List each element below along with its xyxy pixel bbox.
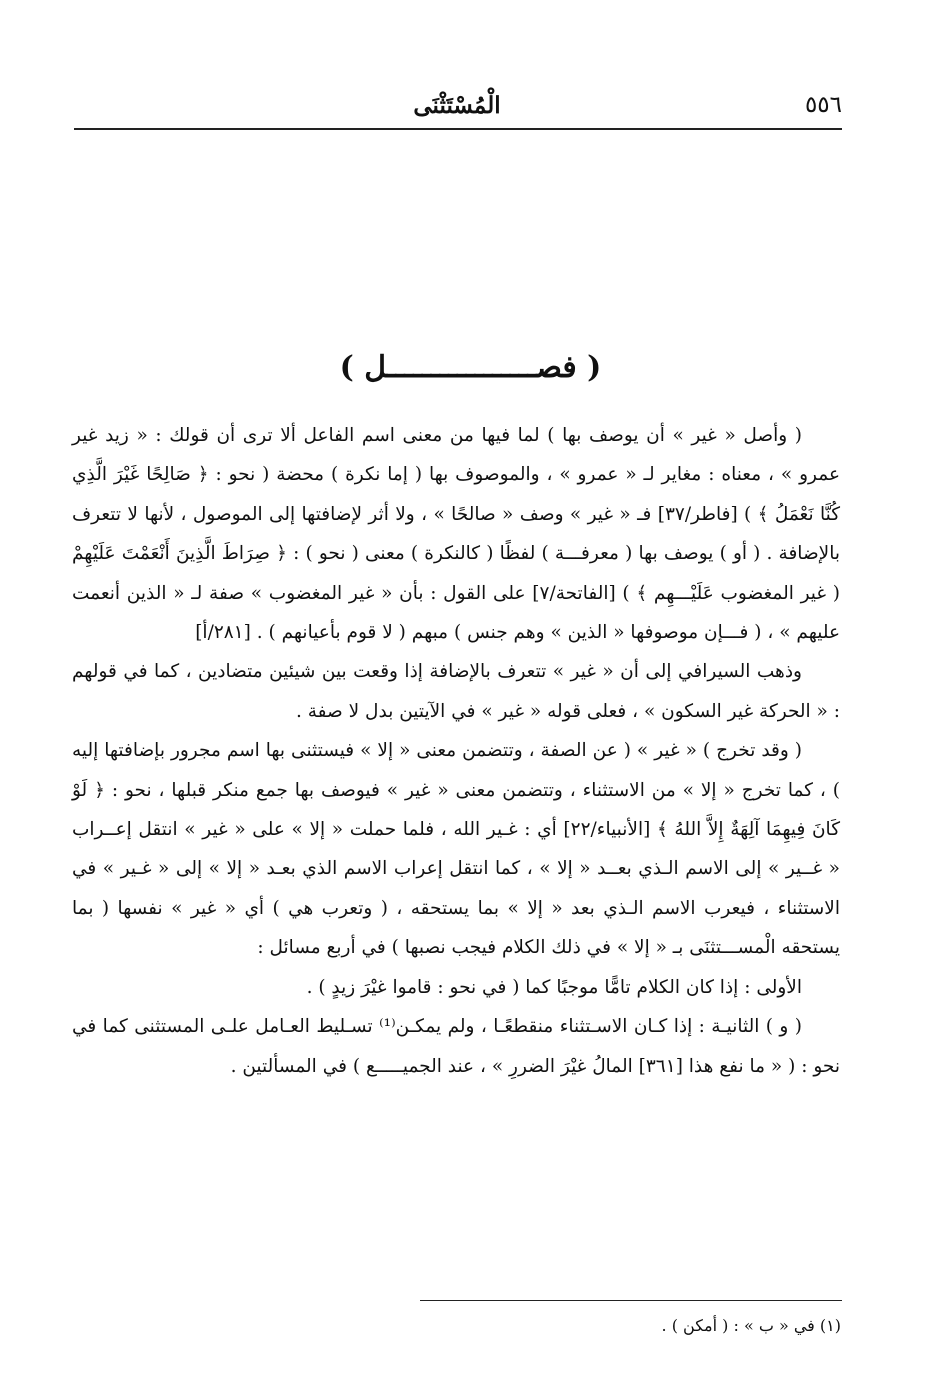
paragraph-4: الأولى : إذا كان الكلام تامًّا موجبًا كما ( في نحو : قاموا غيْرَ زيدٍ ) . [306, 976, 802, 998]
paragraph-1: ( وأصل « غير » أن يوصف بها ) لما فيها من معنى اسم الفاعل ألا ترى أن قولك : « زيد غير عمرو » ، معناه : مغاير لـ « عمرو » ، والموصوف بها ( إما نكرة ) محضة ( نحو : ﴿ صَالِحًا غَيْرَ الَّذِي كُنَّا نَعْمَلُ ﴾ ) [فاطر/٣٧] فـ « غير » وصف « صالحًا » ، ولا أثر لإضافتها إلى الموصول ، لأنها لا تتعرف بالإضافة . ( أو ) يوصف بها ( معرفـــة ) لفظًا ( كالنكرة ) معنى ( نحو ) : ﴿ صِرَاطَ الَّذِينَ أَنْعَمْتَ عَلَيْهِمْ ( غير المغضوب عَلَيْـــهِم ﴾ ) [الفاتحة/٧] على القول : بأن « غير المغضوب » صفة لـ « الذين أنعمت عليهم » ، ( فـــإن موصوفها « الذين » وهم جنس ) مبهم ( لا قوم بأعيانهم ) . [٢٨١/أ] [72, 425, 840, 644]
header-rule [74, 128, 842, 130]
footnote-rule [420, 1300, 842, 1301]
footnote: (١) في « ب » : ( أمكن ) . [661, 1316, 841, 1335]
page-header [72, 88, 842, 126]
running-title: الْمُسْتَثْنَى [413, 92, 501, 119]
section-title: ( فصـــــــــــــــــل ) [339, 350, 602, 385]
paragraph-3: ( وقد تخرج ) « غير » ( عن الصفة ، وتتضمن معنى « إلا » فيستثنى بها اسم مجرور بإضافتها إليه ) ، كما تخرج « إلا » من الاستثناء ، وتتضمن معنى « غير » فيوصف بها جمع منكر قبلها ، نحو : ﴿ لَوْ كَانَ فِيهِمَا آلِهَةٌ إِلاَّ اللهُ ﴾ [الأنبياء/٢٢] أي : غـير الله ، فلما حملت « إلا » على « غير » انتقل إعــراب « غــير » إلى الاسم الـذي بعــد « إلا » ، كما انتقل إعراب الاسم الذي بعـد « إلا » إلى « غـير » في الاستثناء ، فيعرب الاسم الـذي بعد « إلا » بما يستحقه ، ( وتعرب هي ) أي « غير » نفسها ( بما يستحقه الْمســـتثنَى بـ « إلا » في ذلك الكلام فيجب نصبها ) في أربع مسائل : [72, 740, 840, 959]
paragraph-2: وذهب السيرافي إلى أن « غير » تتعرف بالإضافة إذا وقعت بين شيئين متضادين ، كما في قولهم : « الحركة غير السكون » ، فعلى قوله « غير » في الآيتين بدل لا صفة . [72, 661, 840, 722]
body-text [72, 416, 840, 1086]
paragraph-5: ( و ) الثانيـة : إذا كـان الاسـتثناء منقطعًـا ، ولم يمكـن⁽¹⁾ تسـليط العـامل علـى المستثنى كما في نحو : ( « ما نفع هذا [٣٦١] المالُ غيْرَ الضررِ » ، عند الجميـــــع ) في المسألتين . [72, 1016, 840, 1077]
page-number: ٥٥٦ [804, 92, 842, 118]
